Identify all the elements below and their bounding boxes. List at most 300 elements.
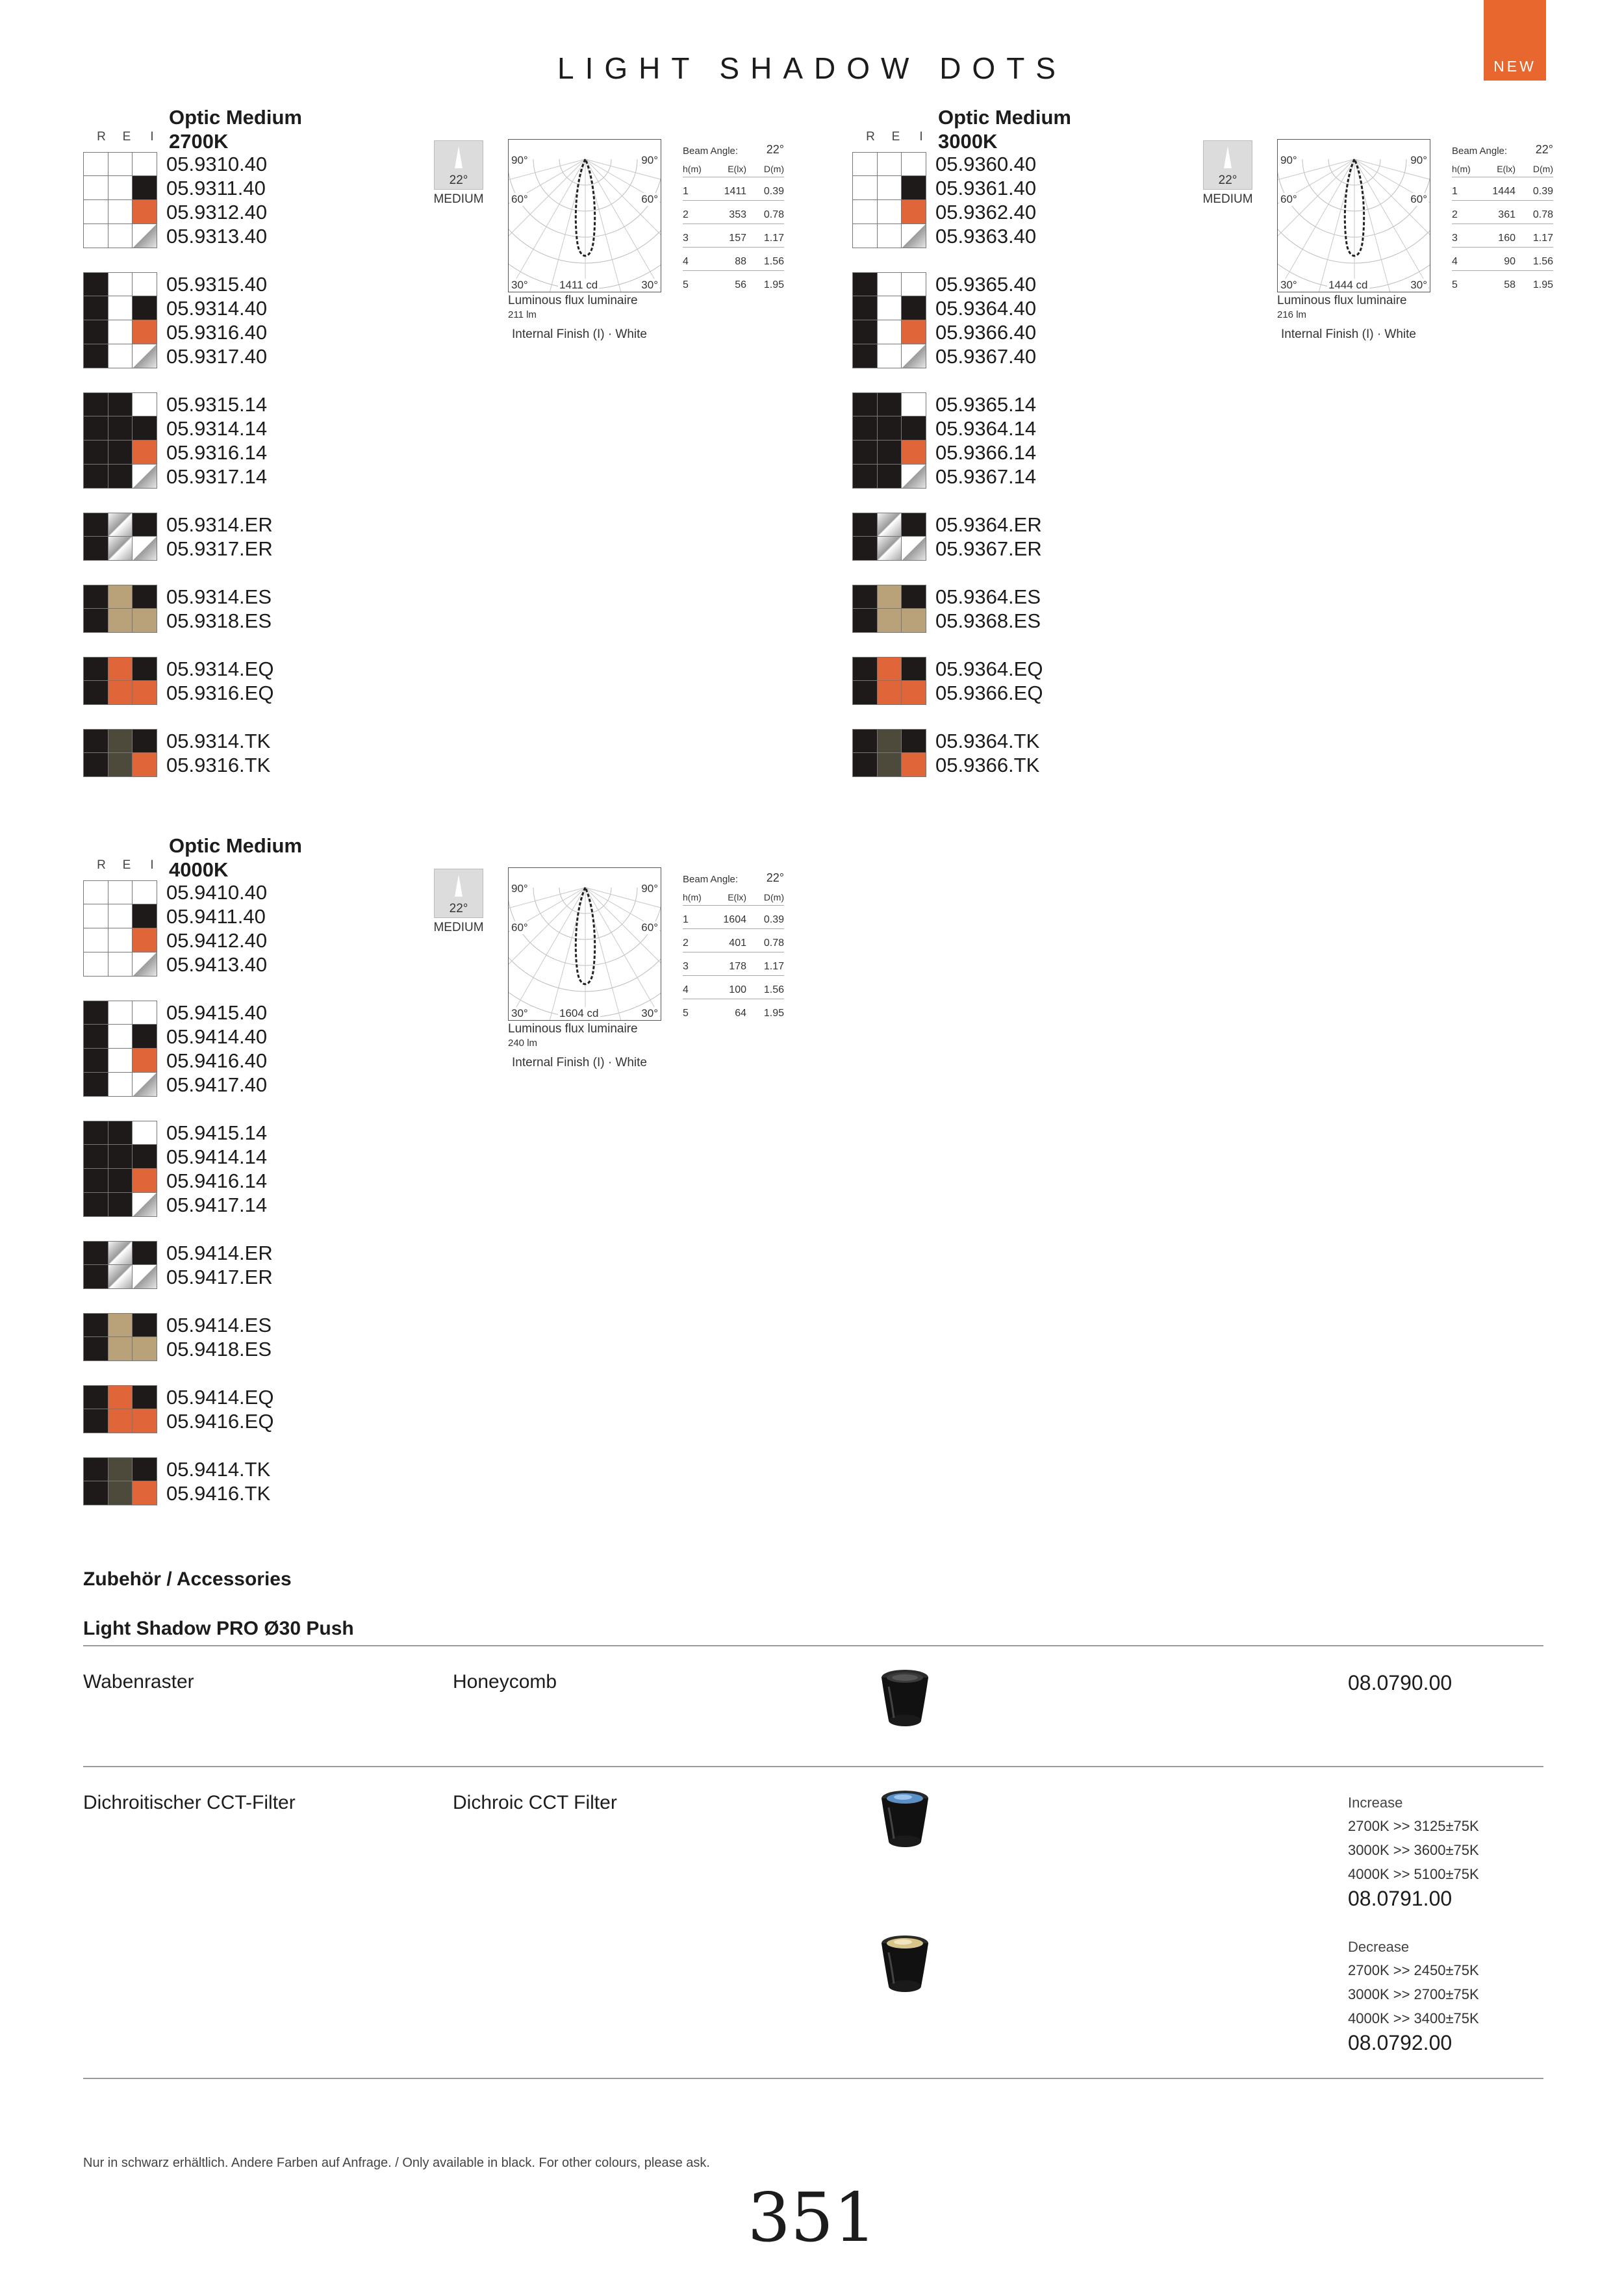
swatch-cell [878, 753, 902, 777]
finish-swatch [83, 681, 157, 705]
article-code: 05.9416.EQ [166, 1410, 274, 1433]
swatch-cell [133, 1193, 157, 1217]
swatch-cell [108, 1481, 133, 1505]
table-cell: 4 [683, 984, 689, 995]
divider [83, 2078, 1543, 2079]
rei-letter: I [919, 130, 924, 144]
swatch-cell [133, 176, 157, 200]
swatch-cell [108, 152, 133, 176]
swatch-cell [133, 224, 157, 248]
article-code: 05.9314.TK [166, 730, 271, 752]
swatch-cell [108, 224, 133, 248]
swatch-cell [84, 513, 108, 537]
column-header: E(lx) [728, 164, 746, 174]
finish-swatch [852, 753, 926, 777]
swatch-cell [133, 657, 157, 681]
finish-swatch [83, 441, 157, 465]
article-code: 05.9310.40 [166, 153, 268, 175]
finish-swatch [852, 392, 926, 416]
swatch-cell [108, 657, 133, 681]
swatch-cell [108, 952, 133, 977]
column-header: D(m) [763, 164, 784, 174]
table-row [683, 271, 784, 294]
table-row [683, 224, 784, 248]
table-row [683, 177, 784, 201]
article-code: 05.9317.ER [166, 537, 273, 560]
peak-intensity: 1604 cd [559, 1007, 599, 1019]
swatch-cell [84, 441, 108, 465]
swatch-cell [108, 904, 133, 928]
swatch-cell [84, 296, 108, 320]
swatch-cell [84, 1169, 108, 1193]
table-row [1452, 224, 1553, 248]
table-cell: 88 [735, 256, 746, 267]
beam-label: MEDIUM [433, 192, 484, 206]
swatch-cell [853, 344, 878, 368]
swatch-cell [84, 1481, 108, 1505]
article-code: 05.9367.ER [935, 537, 1042, 560]
article-code: 05.9316.TK [166, 754, 271, 776]
article-code: 05.9367.40 [935, 345, 1037, 368]
polar-grid [1278, 140, 1430, 292]
table-cell: 157 [729, 233, 746, 244]
angle-label: 60° [511, 193, 528, 205]
swatch-cell [108, 609, 133, 633]
swatch-cell [133, 753, 157, 777]
rei-header [90, 130, 165, 144]
table-cell: 1.95 [763, 279, 784, 290]
swatch-cell [84, 585, 108, 609]
swatch-cell [84, 392, 108, 416]
swatch-cell [108, 416, 133, 441]
finish-swatch [83, 1025, 157, 1049]
swatch-cell [108, 1337, 133, 1361]
swatch-cell [108, 1073, 133, 1097]
swatch-cell [108, 1265, 133, 1289]
accessories-subtitle: Light Shadow PRO Ø30 Push [83, 1618, 354, 1639]
swatch-cell [902, 585, 926, 609]
finish-swatch [83, 1409, 157, 1433]
table-cell: 5 [683, 279, 689, 290]
optic-name: Optic Medium [169, 834, 302, 857]
swatch-cell [84, 1409, 108, 1433]
table-cell: 1444 [1492, 186, 1516, 197]
swatch-cell [878, 224, 902, 248]
rei-letter: R [97, 130, 107, 144]
swatch-cell [108, 320, 133, 344]
swatch-cell [902, 320, 926, 344]
finish-swatch [852, 681, 926, 705]
finish-swatch [83, 1073, 157, 1097]
article-code: 05.9367.14 [935, 465, 1037, 488]
swatch-cell [84, 1337, 108, 1361]
honeycomb-name-de: Wabenraster [83, 1671, 194, 1693]
article-code: 05.9315.14 [166, 393, 268, 416]
swatch-cell [853, 272, 878, 296]
polar-grid [509, 140, 661, 292]
swatch-cell [878, 176, 902, 200]
table-row [683, 906, 784, 929]
angle-label: 60° [641, 921, 658, 934]
swatch-cell [108, 344, 133, 368]
table-cell: 56 [735, 279, 746, 290]
article-code: 05.9314.ER [166, 513, 273, 536]
finish-swatch [83, 952, 157, 977]
swatch-cell [133, 416, 157, 441]
finish-swatch [83, 392, 157, 416]
finish-swatch [852, 344, 926, 368]
table-cell: 5 [1452, 279, 1458, 290]
accessories-title: Zubehör / Accessories [83, 1568, 292, 1590]
finish-swatch [83, 344, 157, 368]
table-cell: 4 [683, 256, 689, 267]
finish-swatch [83, 296, 157, 320]
article-code: 05.9366.14 [935, 441, 1037, 464]
swatch-cell [133, 928, 157, 952]
swatch-cell [84, 729, 108, 753]
angle-label: 30° [1280, 279, 1297, 291]
beam-angle-label: Beam Angle: [1452, 146, 1508, 157]
swatch-cell [84, 952, 108, 977]
article-code: 05.9417.40 [166, 1073, 268, 1096]
swatch-cell [133, 1169, 157, 1193]
swatch-cell [84, 1049, 108, 1073]
polar-grid [509, 868, 661, 1020]
table-cell: 1411 [724, 186, 746, 197]
beam-degree: 22° [449, 902, 468, 915]
swatch-cell [108, 392, 133, 416]
table-row [1452, 271, 1553, 294]
table-row [1452, 248, 1553, 271]
finish-swatch [83, 465, 157, 489]
page-title: LIGHT SHADOW DOTS [557, 51, 1067, 85]
swatch-cell [853, 152, 878, 176]
swatch-cell [84, 320, 108, 344]
new-badge: NEW [1484, 0, 1546, 81]
increase-line: 4000K >> 5100±75K [1348, 1866, 1479, 1882]
swatch-cell [853, 224, 878, 248]
finish-swatch [83, 1313, 157, 1337]
swatch-cell [133, 1409, 157, 1433]
internal-finish-label: Internal Finish (I) · White [512, 1056, 647, 1069]
table-cell: 2 [683, 938, 689, 949]
article-code: 05.9314.EQ [166, 658, 274, 680]
swatch-cell [853, 537, 878, 561]
finish-swatch [852, 152, 926, 176]
swatch-cell [853, 465, 878, 489]
table-cell: 0.39 [763, 186, 784, 197]
finish-swatch [83, 537, 157, 561]
article-code: 05.9364.ER [935, 513, 1042, 536]
article-code: 05.9316.14 [166, 441, 268, 464]
swatch-cell [878, 296, 902, 320]
swatch-cell [133, 1049, 157, 1073]
finish-swatch [83, 1265, 157, 1289]
color-temperature: 3000K [938, 130, 998, 153]
swatch-cell [878, 465, 902, 489]
swatch-cell [108, 1457, 133, 1481]
optic-name: Optic Medium [169, 106, 302, 129]
swatch-cell [108, 753, 133, 777]
article-code: 05.9412.40 [166, 929, 268, 952]
finish-swatch [83, 416, 157, 441]
photometric-table [683, 143, 784, 294]
table-row [683, 952, 784, 976]
swatch-cell [84, 1073, 108, 1097]
finish-swatch [852, 416, 926, 441]
finish-swatch [83, 200, 157, 224]
swatch-cell [902, 753, 926, 777]
polar-diagram [508, 139, 661, 292]
beam-angle-value: 22° [766, 143, 784, 156]
finish-swatch [83, 152, 157, 176]
swatch-cell [133, 392, 157, 416]
beam-angle-label: Beam Angle: [683, 874, 739, 885]
angle-label: 90° [1280, 154, 1297, 166]
article-code: 05.9366.TK [935, 754, 1040, 776]
table-cell: 401 [729, 938, 746, 949]
rei-letter: I [150, 858, 155, 872]
table-cell: 3 [683, 233, 689, 244]
table-cell: 90 [1504, 256, 1516, 267]
footnote: Nur in schwarz erhältlich. Andere Farben auf Anfrage. / Only available in black. For other colours, please ask. [83, 2156, 710, 2170]
beam-degree: 22° [1218, 173, 1237, 187]
peak-intensity: 1411 cd [559, 279, 598, 291]
angle-label: 30° [641, 279, 658, 291]
article-code: 05.9418.ES [166, 1338, 272, 1361]
angle-label: 90° [511, 154, 528, 166]
article-code: 05.9364.14 [935, 417, 1037, 440]
swatch-cell [902, 441, 926, 465]
swatch-cell [84, 416, 108, 441]
flux-label: Luminous flux luminaire [508, 294, 638, 307]
increase-line: 2700K >> 3125±75K [1348, 1818, 1479, 1834]
table-cell: 1.56 [763, 984, 784, 995]
swatch-cell [133, 585, 157, 609]
swatch-cell [853, 585, 878, 609]
swatch-cell [84, 465, 108, 489]
finish-swatch [852, 272, 926, 296]
swatch-cell [878, 441, 902, 465]
swatch-cell [902, 296, 926, 320]
article-code: 05.9364.TK [935, 730, 1040, 752]
swatch-cell [853, 513, 878, 537]
swatch-cell [108, 1169, 133, 1193]
swatch-cell [108, 880, 133, 904]
article-code: 05.9363.40 [935, 225, 1037, 248]
swatch-cell [878, 609, 902, 633]
table-cell: 160 [1498, 233, 1516, 244]
swatch-cell [853, 753, 878, 777]
honeycomb-image [876, 1667, 934, 1732]
flux-value: 211 lm [508, 309, 537, 320]
table-cell: 1604 [723, 914, 746, 925]
polar-diagram [508, 867, 661, 1021]
finish-swatch [852, 441, 926, 465]
finish-swatch [83, 1385, 157, 1409]
finish-swatch [83, 320, 157, 344]
swatch-cell [84, 1025, 108, 1049]
increase-heading: Increase [1348, 1795, 1403, 1811]
finish-swatch [83, 657, 157, 681]
article-code: 05.9366.EQ [935, 682, 1043, 704]
finish-swatch [83, 1337, 157, 1361]
article-code: 05.9414.40 [166, 1025, 268, 1048]
beam-cone-icon [434, 869, 483, 918]
swatch-cell [133, 1481, 157, 1505]
swatch-cell [878, 320, 902, 344]
beam-angle-icon [434, 869, 483, 935]
decrease-filter-image [876, 1933, 934, 1998]
swatch-cell [133, 1001, 157, 1025]
swatch-cell [84, 1457, 108, 1481]
beam-angle-header [683, 871, 784, 888]
rei-letter: E [122, 858, 133, 872]
table-row [1452, 177, 1553, 201]
article-code: 05.9312.40 [166, 201, 268, 224]
swatch-cell [878, 200, 902, 224]
swatch-cell [853, 320, 878, 344]
column-header: h(m) [683, 892, 702, 902]
article-code: 05.9315.40 [166, 273, 268, 296]
swatch-cell [853, 657, 878, 681]
product-block [852, 105, 1560, 774]
table-cell: 1 [1452, 186, 1458, 197]
swatch-cell [108, 1001, 133, 1025]
rei-letter: I [150, 130, 155, 144]
swatch-cell [878, 681, 902, 705]
swatch-cell [84, 1241, 108, 1265]
article-code: 05.9362.40 [935, 201, 1037, 224]
table-row [683, 201, 784, 224]
swatch-cell [902, 344, 926, 368]
article-code: 05.9413.40 [166, 953, 268, 976]
finish-swatch [83, 1457, 157, 1481]
article-code: 05.9366.40 [935, 321, 1037, 344]
angle-label: 90° [641, 882, 658, 895]
finish-swatch [852, 176, 926, 200]
beam-angle-label: Beam Angle: [683, 146, 739, 157]
article-code: 05.9314.40 [166, 297, 268, 320]
table-cell: 1 [683, 914, 689, 925]
swatch-cell [84, 1121, 108, 1145]
table-cell: 100 [729, 984, 746, 995]
swatch-cell [84, 1145, 108, 1169]
swatch-cell [84, 1385, 108, 1409]
table-cell: 1.17 [763, 233, 784, 244]
swatch-cell [853, 681, 878, 705]
table-cell: 353 [729, 209, 746, 220]
internal-finish-label: Internal Finish (I) · White [1281, 327, 1416, 341]
decrease-code: 08.0792.00 [1348, 2031, 1453, 2054]
swatch-cell [902, 465, 926, 489]
swatch-cell [853, 176, 878, 200]
swatch-cell [108, 200, 133, 224]
rei-header [90, 858, 165, 873]
swatch-cell [878, 416, 902, 441]
finish-swatch [852, 320, 926, 344]
flux-value: 240 lm [508, 1038, 538, 1049]
swatch-cell [108, 1049, 133, 1073]
swatch-cell [133, 320, 157, 344]
angle-label: 60° [1410, 193, 1427, 205]
swatch-cell [133, 1145, 157, 1169]
peak-intensity: 1444 cd [1328, 279, 1368, 291]
optic-title [169, 834, 302, 882]
swatch-cell [84, 904, 108, 928]
swatch-cell [108, 176, 133, 200]
swatch-cell [133, 272, 157, 296]
angle-label: 60° [641, 193, 658, 205]
finish-swatch [83, 1241, 157, 1265]
article-code: 05.9414.14 [166, 1145, 268, 1168]
swatch-cell [84, 152, 108, 176]
swatch-cell [108, 729, 133, 753]
flux-label: Luminous flux luminaire [1277, 294, 1407, 307]
swatch-cell [902, 176, 926, 200]
table-cell: 0.78 [763, 938, 784, 949]
swatch-cell [84, 928, 108, 952]
swatch-cell [853, 609, 878, 633]
decrease-filter-icon [876, 1933, 934, 1995]
swatch-cell [133, 609, 157, 633]
finish-swatch [852, 296, 926, 320]
increase-code: 08.0791.00 [1348, 1887, 1453, 1910]
finish-swatch [83, 1145, 157, 1169]
table-cell: 1.17 [763, 961, 784, 972]
table-row [1452, 201, 1553, 224]
column-header: D(m) [763, 892, 784, 902]
finish-swatch [852, 224, 926, 248]
beam-angle-value: 22° [1535, 143, 1553, 156]
internal-finish-label: Internal Finish (I) · White [512, 327, 647, 341]
swatch-cell [133, 152, 157, 176]
swatch-cell [133, 1121, 157, 1145]
flux-value: 216 lm [1277, 309, 1307, 320]
beam-angle-header [1452, 143, 1553, 160]
optic-title [938, 105, 1071, 153]
table-cell: 178 [729, 961, 746, 972]
article-code: 05.9364.ES [935, 585, 1041, 608]
swatch-cell [133, 1457, 157, 1481]
angle-label: 90° [511, 882, 528, 895]
finish-swatch [83, 1169, 157, 1193]
swatch-cell [108, 1385, 133, 1409]
table-row [683, 929, 784, 952]
swatch-cell [133, 1265, 157, 1289]
swatch-cell [84, 344, 108, 368]
article-code: 05.9414.ES [166, 1314, 272, 1336]
table-cell: 1 [683, 186, 689, 197]
article-code: 05.9318.ES [166, 609, 272, 632]
swatch-cell [133, 729, 157, 753]
table-cell: 2 [683, 209, 689, 220]
swatch-cell [84, 1313, 108, 1337]
article-code: 05.9360.40 [935, 153, 1037, 175]
article-code: 05.9415.40 [166, 1001, 268, 1024]
swatch-cell [853, 200, 878, 224]
swatch-cell [853, 729, 878, 753]
rei-letter: R [866, 130, 876, 144]
swatch-cell [133, 1385, 157, 1409]
swatch-cell [133, 1313, 157, 1337]
finish-swatch [83, 585, 157, 609]
swatch-cell [878, 513, 902, 537]
beam-cone-icon [1203, 140, 1252, 190]
color-temperature: 4000K [169, 858, 229, 881]
article-code: 05.9368.ES [935, 609, 1041, 632]
rei-letter: R [97, 858, 107, 872]
